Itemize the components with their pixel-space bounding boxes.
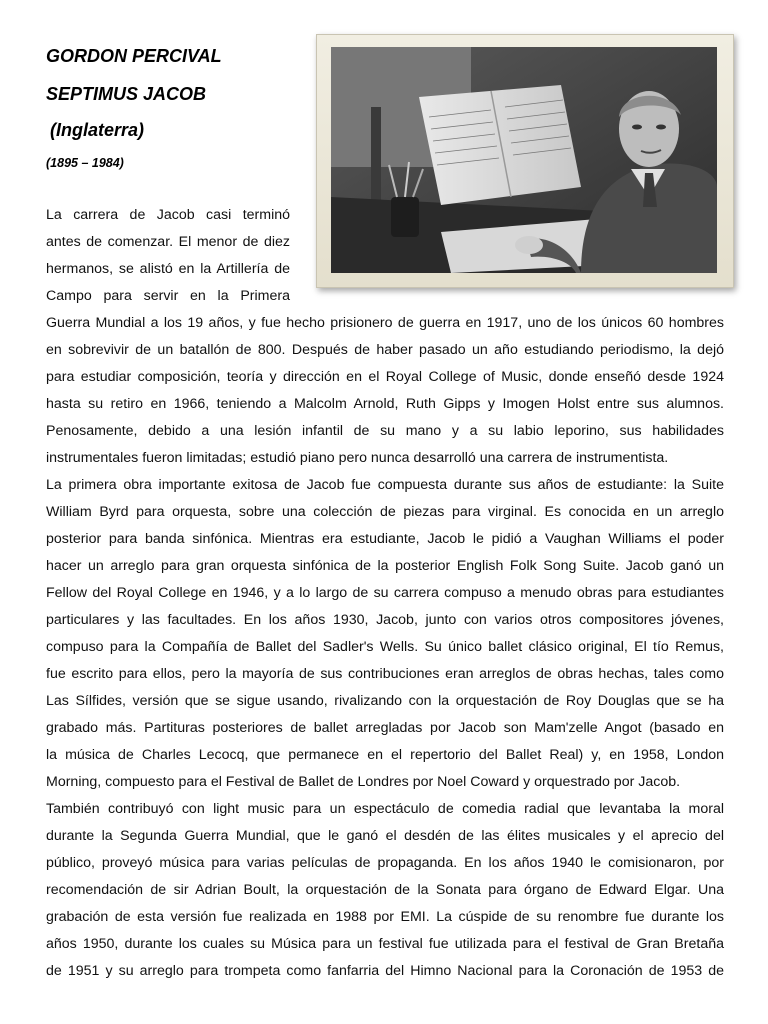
text-line: compuso para la Compañía de Ballet del Sadler's Wells. Su único ballet clásico original, El tío Remus, bbox=[46, 639, 724, 655]
text-line: hacer un arreglo para gran orquesta sinfónica de la posterior English Folk Song Suite. Jacob ganó un bbox=[46, 558, 724, 574]
text-line: Fellow del Royal College en 1946, y a lo largo de su carrera compuso a menudo obras para estudiantes bbox=[46, 585, 724, 601]
text-line: Campo para servir en la Primera bbox=[46, 288, 290, 304]
text-line: en sobrevivir de un batallón de 800. Después de haber pasado un año estudiando periodismo, la dejó bbox=[46, 342, 724, 358]
text-line: años 1950, durante los cuales su Música para un festival fue utilizada para el festival de Gran Bretaña bbox=[46, 936, 724, 952]
text-line: la música de Charles Lecocq, que permanece en el repertorio del Ballet Real) y, en 1958, London bbox=[46, 747, 724, 763]
text-line: hasta su retiro en 1966, teniendo a Malcolm Arnold, Ruth Gipps y Imogen Holst entre sus alumnos. bbox=[46, 396, 724, 412]
intro-paragraph bbox=[46, 202, 290, 310]
composer-country: (Inglaterra) bbox=[50, 120, 145, 140]
text-line: grabación de esta versión fue realizada en 1988 por EMI. La cúspide de su renombre fue durante los bbox=[46, 909, 724, 925]
text-line: La carrera de Jacob casi terminó bbox=[46, 207, 290, 223]
text-line: para estudiar composición, teoría y dirección en el Royal College of Music, donde enseñó desde 1924 bbox=[46, 369, 724, 385]
composer-name-line-2: SEPTIMUS JACOB bbox=[46, 84, 207, 104]
text-line: durante la Segunda Guerra Mundial, que le ganó el desdén de las élites musicales y el aprecio del bbox=[46, 828, 724, 844]
text-line: Penosamente, debido a una lesión infantil de su mano y a su labio leporino, sus habilidades bbox=[46, 423, 724, 439]
portrait-photo bbox=[331, 47, 717, 273]
text-line: William Byrd para orquesta, sobre una colección de piezas para virginal. Es conocida en un arreglo bbox=[46, 504, 724, 520]
text-line: grabado más. Partituras posteriores de ballet arregladas por Jacob son Mam'zelle Angot (basado en bbox=[46, 720, 724, 736]
text-line: hermanos, se alistó en la Artillería de bbox=[46, 261, 290, 277]
text-line: La primera obra importante exitosa de Jacob fue compuesta durante sus años de estudiante: la Suite bbox=[46, 477, 724, 493]
body-text bbox=[46, 310, 724, 985]
text-line: fue escrito para ellos, pero la mayoría de sus contribuciones eran arreglos de obras hechas, tales como bbox=[46, 666, 724, 682]
text-line: Guerra Mundial a los 19 años, y fue hecho prisionero de guerra en 1917, uno de los únicos 60 hombres bbox=[46, 315, 724, 331]
text-line: También contribuyó con light music para un espectáculo de comedia radial que levantaba la moral bbox=[46, 801, 724, 817]
text-line: público, proveyó música para varias películas de propaganda. En los años 1940 le comisionaron, por bbox=[46, 855, 724, 871]
composer-dates: (1895 – 1984) bbox=[46, 156, 124, 170]
text-line: antes de comenzar. El menor de diez bbox=[46, 234, 290, 250]
text-line: Morning, compuesto para el Festival de Ballet de Londres por Noel Coward y orquestrado por Jacob. bbox=[46, 774, 681, 790]
text-line: posterior para banda sinfónica. Mientras era estudiante, Jacob le pidió a Vaughan Williams el poder bbox=[46, 531, 724, 547]
text-line: de 1951 y su arreglo para trompeta como fanfarria del Himno Nacional para la Coronación de 1953 de bbox=[46, 963, 724, 979]
portrait-illustration bbox=[331, 47, 717, 273]
text-line: particulares y las facultades. En los años 1930, Jacob, junto con varios otros compositores jóvenes, bbox=[46, 612, 724, 628]
photo-frame bbox=[316, 34, 734, 288]
text-line: recomendación de sir Adrian Boult, la orquestación de la Sonata para órgano de Edward Elgar. Una bbox=[46, 882, 724, 898]
composer-name-line-1: GORDON PERCIVAL bbox=[46, 46, 222, 66]
text-line: Las Sílfides, versión que se sigue usando, rivalizando con la orquestación de Roy Douglas que se ha bbox=[46, 693, 724, 709]
text-line: instrumentales fueron limitadas; estudió piano pero nunca desarrolló una carrera de instrumentista. bbox=[46, 450, 669, 466]
